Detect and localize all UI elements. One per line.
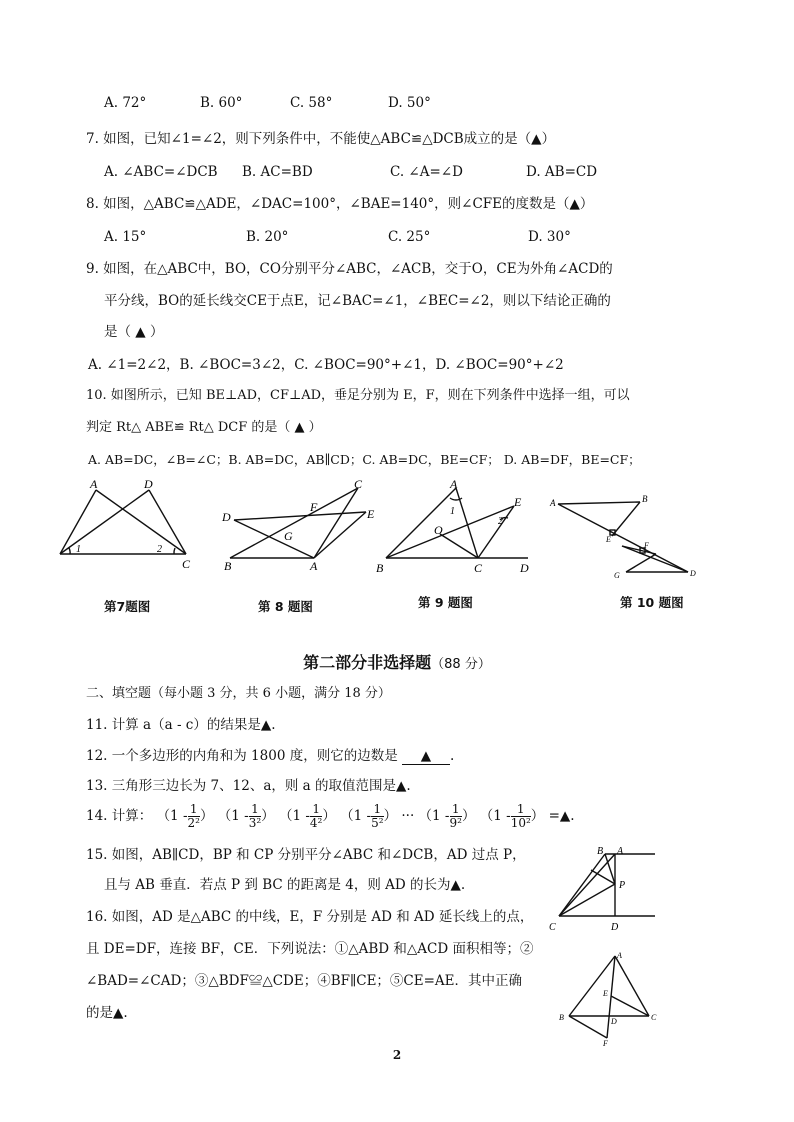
fig8-label-d: D bbox=[222, 510, 231, 524]
fig9-label-b: B bbox=[376, 561, 384, 575]
q8-option-c: C. 25° bbox=[388, 229, 431, 245]
q8-option-b: B. 20° bbox=[246, 229, 289, 245]
q14-term-2: （1 - $\frac{1}{\text{3²}}$ ） bbox=[217, 802, 275, 830]
figure-10 bbox=[548, 488, 698, 578]
part2-title bbox=[0, 650, 794, 673]
fig10-label-f: F bbox=[644, 541, 649, 550]
fig8-label-c: C bbox=[354, 477, 363, 491]
q14 bbox=[86, 800, 575, 832]
q7-option-d: D. AB=CD bbox=[526, 164, 598, 180]
fig9-label-2: 2 bbox=[498, 516, 503, 527]
fig10-label-d: D bbox=[690, 569, 696, 578]
fig10-label-g: G bbox=[614, 571, 620, 578]
q12-end: . bbox=[450, 748, 455, 764]
q7-option-a: A. ∠ABC=∠DCB bbox=[104, 164, 218, 180]
q7-stem: 7. 如图，已知∠1=∠2，则下列条件中，不能使△ABC≌△DCB成立的是（▲） bbox=[86, 131, 556, 147]
fig10-label-a: A bbox=[550, 498, 556, 508]
q6-option-a: A. 72° bbox=[104, 95, 147, 111]
fig16-label-b: B bbox=[559, 1013, 564, 1022]
section-heading: 二、填空题（每小题 3 分，共 6 小题，满分 18 分） bbox=[86, 686, 391, 701]
fig15-label-d: D bbox=[611, 922, 619, 933]
fig15-label-p: P bbox=[619, 880, 626, 891]
fig16-label-d: D bbox=[611, 1017, 617, 1026]
q9-line2: 平分线，BO的延长线交CE于点E，记∠BAC=∠1，∠BEC=∠2，则以下结论正确的 bbox=[104, 293, 611, 309]
q15-line1: 15. 如图，AB∥CD，BP 和 CP 分别平分∠ABC 和∠DCB，AD 过点 P， bbox=[86, 847, 526, 863]
fig7-label-c: C bbox=[182, 557, 191, 571]
fig7-label-d: D bbox=[144, 477, 153, 491]
q14-term-1: （1 - $\frac{1}{\text{2²}}$ ） bbox=[156, 802, 214, 830]
fig7-label-2: 2 bbox=[157, 544, 162, 555]
q12 bbox=[86, 747, 454, 765]
q15-line2: 且与 AB 垂直．若点 P 到 BC 的距离是 4，则 AD 的长为▲. bbox=[104, 877, 466, 893]
figure-16 bbox=[555, 950, 665, 1046]
q12-blank: ▲ bbox=[402, 749, 450, 765]
fig10-label-e: E bbox=[606, 535, 611, 544]
q7-option-b: B. AC=BD bbox=[242, 164, 313, 180]
fig8-label-b: B bbox=[224, 559, 232, 572]
q16-line4: 的是▲. bbox=[86, 1005, 128, 1021]
fig9-label-1: 1 bbox=[450, 506, 455, 517]
q14-term-4: （1 - $\frac{1}{\text{5²}}$ ） bbox=[340, 802, 398, 830]
q11: 11. 计算 a（a - c）的结果是▲. bbox=[86, 717, 276, 733]
fig16-label-a: A bbox=[617, 951, 622, 960]
part2-score: （88 分） bbox=[431, 657, 491, 672]
fig7-caption: 第7题图 bbox=[104, 599, 151, 614]
q10-line2: 判定 Rt△ ABE≌ Rt△ DCF 的是（ ▲ ） bbox=[86, 420, 322, 435]
fig16-label-e: E bbox=[603, 989, 608, 998]
fig8-label-g: G bbox=[284, 529, 293, 543]
fig10-label-b: B bbox=[642, 494, 648, 504]
fig15-label-a: A bbox=[617, 846, 624, 857]
fig16-label-f: F bbox=[603, 1039, 608, 1046]
fig8-label-f: F bbox=[310, 500, 318, 514]
figure-9 bbox=[372, 476, 542, 576]
fig15-label-b: B bbox=[597, 846, 604, 857]
q6-option-d: D. 50° bbox=[388, 95, 431, 111]
q16-line3: ∠BAD=∠CAD；③△BDF≌△CDE；④BF∥CE；⑤CE=AE．其中正确 bbox=[86, 973, 523, 989]
fig7-label-a: A bbox=[90, 477, 98, 491]
q14-dots: ··· bbox=[401, 808, 415, 824]
figure-8 bbox=[218, 476, 384, 572]
q10-options: A. AB=DC，∠B=∠C；B. AB=DC，AB∥CD；C. AB=DC，BE=CF； D. AB=DF，BE=CF； bbox=[88, 452, 641, 467]
q14-term-10: （1 - $\frac{1}{\text{10²}}$ ） bbox=[479, 802, 545, 830]
q6-option-c: C. 58° bbox=[290, 95, 333, 111]
fig9-label-o: O bbox=[434, 523, 443, 537]
fig8-caption: 第 8 题图 bbox=[258, 599, 313, 614]
q8-stem: 8. 如图，△ABC≌△ADE，∠DAC=100°，∠BAE=140°，则∠CFE的度数是（▲） bbox=[86, 196, 594, 212]
fig10-caption: 第 10 题图 bbox=[620, 595, 684, 610]
q8-option-d: D. 30° bbox=[528, 229, 571, 245]
page-number: 2 bbox=[392, 1048, 402, 1062]
q16-line2: 且 DE=DF，连接 BF，CE．下列说法：①△ABD 和△ACD 面积相等；② bbox=[86, 941, 534, 957]
q14-term-3: （1 - $\frac{1}{\text{4²}}$ ） bbox=[278, 802, 336, 830]
q8-option-a: A. 15° bbox=[104, 229, 147, 245]
q13: 13. 三角形三边长为 7、12、a，则 a 的取值范围是▲. bbox=[86, 778, 411, 794]
q12-text: 12. 一个多边形的内角和为 1800 度，则它的边数是 bbox=[86, 748, 398, 764]
q14-suffix: =▲. bbox=[548, 808, 575, 824]
q6-option-b: B. 60° bbox=[200, 95, 243, 111]
fig8-label-e: E bbox=[367, 507, 375, 521]
figure-15 bbox=[545, 840, 660, 935]
fig7-label-1: 1 bbox=[76, 544, 81, 555]
q9-options: A. ∠1=2∠2，B. ∠BOC=3∠2，C. ∠BOC=90°+∠1，D. ∠BOC=90°+∠2 bbox=[88, 357, 564, 373]
fig9-label-c: C bbox=[474, 561, 483, 575]
figure-7 bbox=[56, 476, 196, 572]
q10-line1: 10. 如图所示，已知 BE⊥AD，CF⊥AD，垂足分别为 E，F，则在下列条件中选择一组，可以 bbox=[86, 388, 630, 403]
q14-term-9: （1 - $\frac{1}{\text{9²}}$ ） bbox=[418, 802, 476, 830]
q7-option-c: C. ∠A=∠D bbox=[390, 164, 463, 180]
fig8-label-a: A bbox=[310, 559, 318, 572]
q14-prefix: 14. 计算： bbox=[86, 808, 153, 824]
fig9-label-e: E bbox=[514, 495, 522, 509]
q16-line1: 16. 如图，AD 是△ABC 的中线，E，F 分别是 AD 和 AD 延长线上的点， bbox=[86, 909, 534, 925]
fig15-label-c: C bbox=[549, 922, 556, 933]
fig9-caption: 第 9 题图 bbox=[418, 595, 473, 610]
fig9-label-a: A bbox=[450, 477, 458, 491]
q9-line1: 9. 如图，在△ABC中，BO，CO分别平分∠ABC，∠ACB，交于O，CE为外角∠ACD的 bbox=[86, 261, 613, 277]
part2-title-text: 第二部分非选择题 bbox=[303, 653, 432, 672]
fig9-label-d: D bbox=[520, 561, 529, 575]
fig16-label-c: C bbox=[651, 1013, 657, 1022]
q9-line3: 是（ ▲ ） bbox=[104, 324, 164, 340]
